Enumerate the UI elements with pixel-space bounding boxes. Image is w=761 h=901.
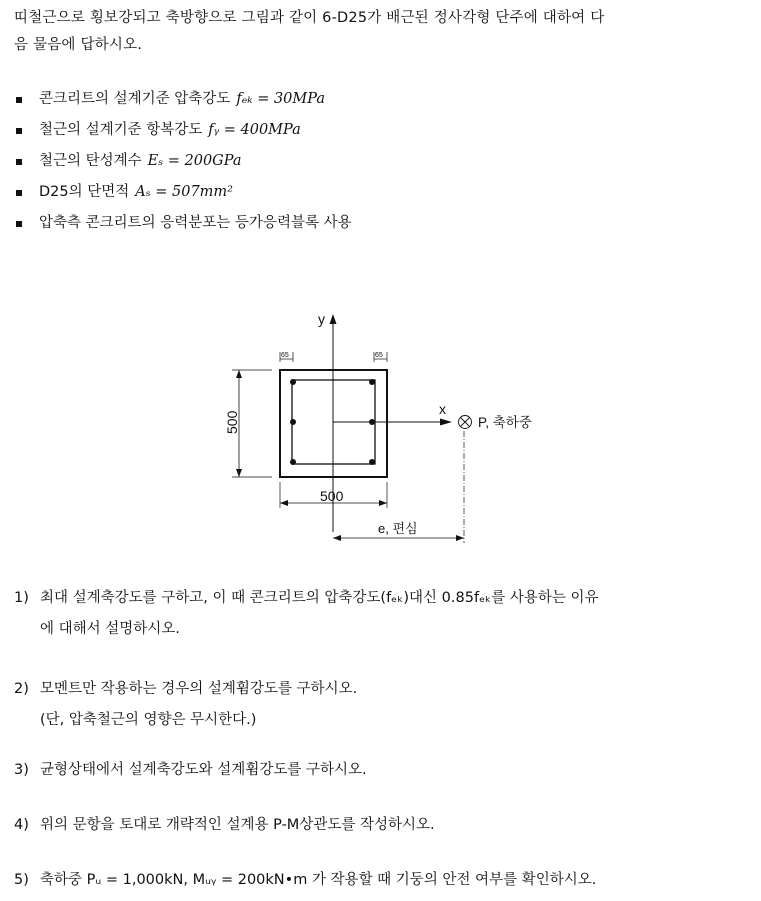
dim-arrow-icon xyxy=(280,500,288,506)
square-bullet-icon xyxy=(16,159,22,165)
square-bullet-icon xyxy=(16,128,22,134)
cover-dim-right: 65 xyxy=(375,352,383,359)
dim-arrow-icon xyxy=(456,535,464,541)
x-axis-arrow-icon xyxy=(440,419,452,426)
question-continuation: 에 대해서 설명하시오. xyxy=(40,621,180,637)
condition-label: 철근의 탄성계수 xyxy=(39,153,142,169)
condition-item xyxy=(14,177,734,208)
column-section-diagram xyxy=(0,300,761,555)
question-item xyxy=(14,813,435,834)
diagram-lines xyxy=(232,314,472,543)
square-bullet-icon xyxy=(16,221,22,227)
condition-item xyxy=(14,146,734,177)
question-text: 최대 설계축강도를 구하고, 이 때 콘크리트의 압축강도(fₑₖ)대신 0.85fₑₖ를 사용하는 이유 xyxy=(40,590,599,606)
question-text: 모멘트만 작용하는 경우의 설계휨강도를 구하시오. xyxy=(40,681,358,697)
intro-line-1: 띠철근으로 횡보강되고 축방향으로 그림과 같이 6-D25가 배근된 정사각형 단주에 대하여 다 xyxy=(14,10,605,26)
question-number: 1) xyxy=(14,590,29,606)
condition-label: 철근의 설계기준 항복강도 xyxy=(39,122,203,138)
dim-arrow-icon xyxy=(236,370,242,378)
square-bullet-icon xyxy=(16,190,22,196)
question-number: 5) xyxy=(14,872,29,888)
question-item xyxy=(14,677,357,729)
question-number: 2) xyxy=(14,681,29,697)
rebar xyxy=(369,419,375,425)
square-bullet-icon xyxy=(16,97,22,103)
condition-item xyxy=(14,115,734,146)
question-number: 4) xyxy=(14,817,29,833)
dim-arrow-icon xyxy=(236,469,242,477)
question-continuation: (단, 압축철근의 영향은 무시한다.) xyxy=(40,712,257,728)
rebar xyxy=(290,379,296,385)
condition-value: fₑₖ = 30MPa xyxy=(236,91,325,107)
question-item xyxy=(14,758,367,779)
y-axis-arrow-icon xyxy=(330,314,337,324)
question-number: 3) xyxy=(14,762,29,778)
condition-label: 압축측 콘크리트의 응력분포는 등가응력블록 사용 xyxy=(39,215,352,231)
dimension-arrows xyxy=(236,370,464,541)
y-axis-label: y xyxy=(318,311,325,327)
condition-label: 콘크리트의 설계기준 압축강도 xyxy=(39,91,231,107)
question-text: 위의 문항을 토대로 개략적인 설계용 P-M상관도를 작성하시오. xyxy=(40,817,435,833)
x-axis-label: x xyxy=(439,401,446,417)
rebar xyxy=(369,459,375,465)
eccentricity-label: e, 편심 xyxy=(378,521,418,536)
condition-value: fᵧ = 400MPa xyxy=(208,122,301,138)
question-text: 균형상태에서 설계축강도와 설계휨강도를 구하시오. xyxy=(40,762,367,778)
question-item xyxy=(14,868,596,889)
rebar xyxy=(369,379,375,385)
condition-item xyxy=(14,84,734,115)
problem-statement xyxy=(14,5,744,59)
rebar xyxy=(290,459,296,465)
condition-label: D25의 단면적 xyxy=(39,184,130,200)
rebar xyxy=(290,419,296,425)
width-dim-label: 500 xyxy=(320,488,344,504)
load-label: P, 축하중 xyxy=(478,415,532,430)
condition-value: Eₛ = 200GPa xyxy=(147,153,242,169)
condition-item xyxy=(14,208,734,239)
condition-value: Aₛ = 507mm² xyxy=(135,184,233,200)
dim-arrow-icon xyxy=(379,500,387,506)
conditions-list xyxy=(14,84,734,239)
question-item xyxy=(14,586,599,638)
question-text: 축하중 Pᵤ = 1,000kN, Mᵤᵧ = 200kN•m 가 작용할 때 기둥의 안전 여부를 확인하시오. xyxy=(40,872,597,888)
height-dim-label: 500 xyxy=(224,410,240,434)
cover-dim-left: 65 xyxy=(281,352,289,359)
intro-line-2: 음 물음에 답하시오. xyxy=(14,37,143,53)
dim-arrow-icon xyxy=(333,535,341,541)
